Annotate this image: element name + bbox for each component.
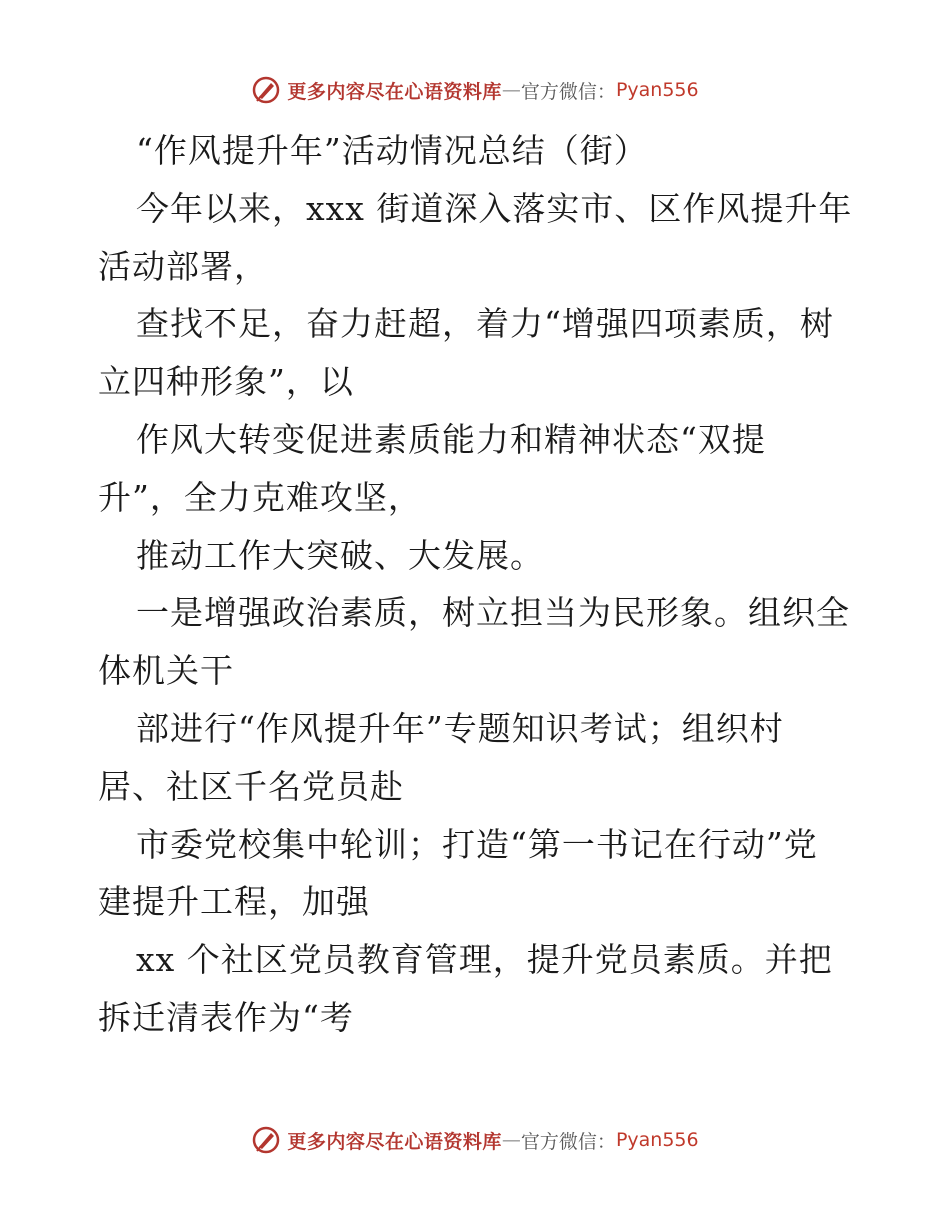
paragraph-line: 推动工作大突破、大发展。 xyxy=(136,535,544,575)
paragraph-line: 拆迁清表作为“考 xyxy=(98,997,354,1037)
paragraph-line: 一是增强政治素质，树立担当为民形象。组织全 xyxy=(136,593,850,633)
paragraph-line: 部进行“作风提升年”专题知识考试；组织村 xyxy=(136,708,784,748)
paragraph-line: xx 个社区党员教育管理，提升党员素质。并把 xyxy=(136,940,833,980)
paragraph-line: 居、社区千名党员赴 xyxy=(98,766,404,806)
wechat-label: 官方微信： xyxy=(520,1130,616,1153)
paragraph-line: 建提升工程，加强 xyxy=(98,882,370,922)
paragraph-line: 查找不足，奋力赶超，着力“增强四项素质，树 xyxy=(136,304,834,344)
footer-watermark xyxy=(0,1120,950,1160)
brand-text: 更多内容尽在心语资料库 xyxy=(287,1130,502,1153)
banner-dash: — xyxy=(501,1129,521,1151)
banner-dash: — xyxy=(501,79,521,101)
brand-text: 更多内容尽在心语资料库 xyxy=(287,80,502,103)
feather-pen-seal-icon xyxy=(251,75,281,105)
paragraph-line: 活动部署， xyxy=(98,246,268,286)
paragraph-line: 立四种形象”，以 xyxy=(98,362,354,402)
paragraph-line: 今年以来，xxx 街道深入落实市、区作风提升年 xyxy=(136,188,853,228)
wechat-label: 官方微信： xyxy=(520,80,616,103)
wechat-id: Pyan556 xyxy=(615,1129,699,1151)
paragraph-line: 升”，全力克难攻坚， xyxy=(98,477,422,517)
paragraph-line: 市委党校集中轮训；打造“第一书记在行动”党 xyxy=(136,824,818,864)
paragraph-line: 体机关干 xyxy=(98,651,234,691)
header-watermark xyxy=(0,70,950,110)
paragraph-line: 作风大转变促进素质能力和精神状态“双提 xyxy=(136,419,766,459)
document-body xyxy=(98,122,858,1047)
wechat-id: Pyan556 xyxy=(615,79,699,101)
document-title: “作风提升年”活动情况总结（街） xyxy=(136,131,648,170)
feather-pen-seal-icon xyxy=(251,1125,281,1155)
